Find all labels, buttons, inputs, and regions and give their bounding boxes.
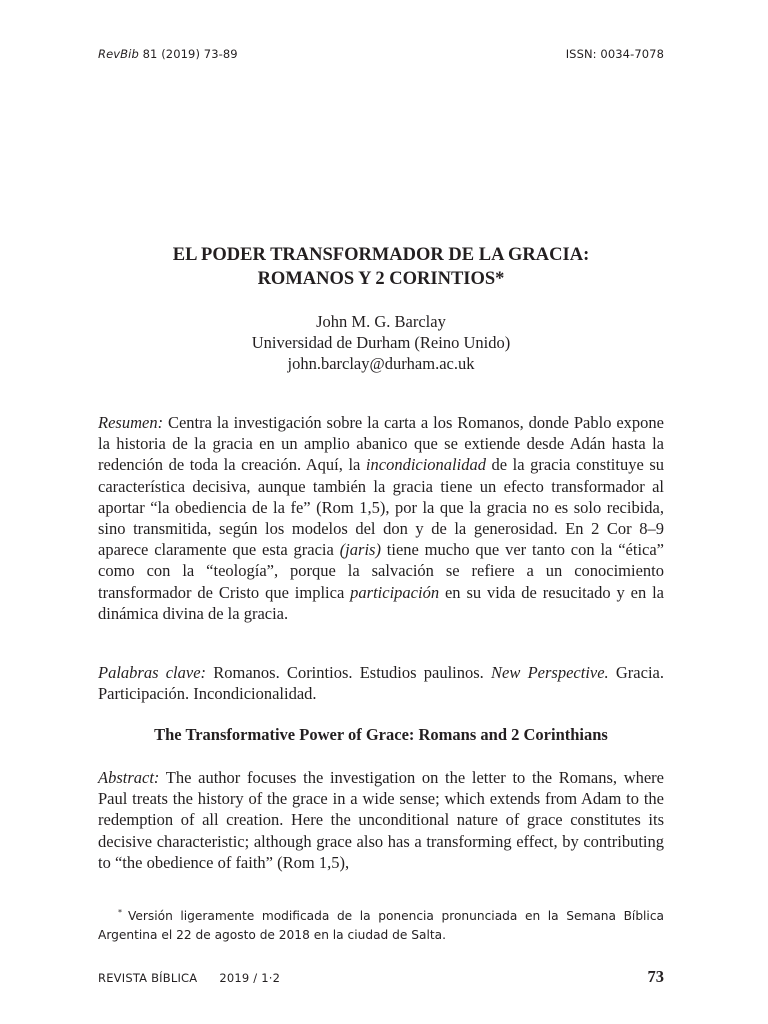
article-title xyxy=(98,243,664,291)
keywords-label: Palabras clave: xyxy=(98,663,207,682)
abstract-es-text-3: tiene mucho que ver tanto con la “ética” como con la “teología”, porque la salvación se refiere a un conocimiento transformador de Cristo que implica xyxy=(98,540,664,602)
abstract-es-text-4: en su vida de resucitado y en la dinámica divina de la gracia. xyxy=(98,582,665,623)
title-line-2: ROMANOS Y 2 CORINTIOS* xyxy=(257,269,505,289)
abstract-es-text-2: de la gracia constituye su característica decisiva, aunque también la gracia tiene un efecto transformador al aportar “la obediencia de la fe” (Rom 1,5), por la que la gracia no es solo recibida, sino transmitida, según los modelos del don y de la generosidad. En 2 Cor 8–9 aparece claramente que esta gracia xyxy=(98,455,664,560)
footnote-text: Versión ligeramente modificada de la ponencia pronunciada en la Semana Bíblica Argentina el 22 de agosto de 2018 en la ciudad de Salta. xyxy=(98,909,664,943)
author-name: John M. G. Barclay xyxy=(316,312,446,331)
abstract-es-italic-2: (jaris) xyxy=(339,540,381,560)
author-email: john.barclay@durham.ac.uk xyxy=(287,354,475,373)
keywords-text-1: Romanos. Corintios. Estudios paulinos. xyxy=(206,663,492,682)
footer-issue: 2019 / 1·2 xyxy=(219,971,281,985)
footnote-marker: * xyxy=(118,908,122,917)
issn: ISSN: 0034-7078 xyxy=(565,47,664,61)
english-title: The Transformative Power of Grace: Romans and 2 Corinthians xyxy=(154,725,608,744)
author-block xyxy=(98,311,664,374)
running-header xyxy=(98,47,664,61)
title-line-1: EL PODER TRANSFORMADOR DE LA GRACIA: xyxy=(172,245,590,265)
page-number: 73 xyxy=(647,967,664,986)
footnote xyxy=(98,903,664,945)
journal-abbrev: RevBib xyxy=(98,47,139,61)
abstract-en-text: The author focuses the investigation on the letter to the Romans, where Paul treats the history of the grace in a wide sense; which extends from Adam to the redemption of all creation. Here the unconditional nature of grace constitutes its decisive characteristic; although grace also has a transforming effect, by contributing to “the obedience of faith” (Rom 1,5), xyxy=(98,768,664,872)
footer-journal-info xyxy=(98,971,280,985)
keywords-italic: New Perspective. xyxy=(491,663,609,682)
footer-journal: REVISTA BÍBLICA xyxy=(98,971,198,985)
author-affiliation: Universidad de Durham (Reino Unido) xyxy=(251,333,511,352)
page-footer xyxy=(98,967,664,987)
journal-citation xyxy=(98,47,238,61)
abstract-es-text-1: Centra la investigación sobre la carta a los Romanos, donde Pablo expone la historia de la gracia en un amplio abanico que se extiende desde Adán hasta la redención de toda la creación. Aquí, la xyxy=(98,413,664,475)
abstract-en-label: Abstract: xyxy=(98,768,160,787)
keywords xyxy=(98,662,664,704)
abstract-english xyxy=(98,767,664,873)
abstract-es-italic-1: incondicionalidad xyxy=(365,455,486,475)
keywords-text-2: Gracia. Participación. Incondicionalidad. xyxy=(98,663,664,704)
abstract-es-label: Resumen: xyxy=(98,413,164,432)
abstract-spanish xyxy=(98,412,664,624)
abstract-es-italic-3: participación xyxy=(350,582,440,602)
volume-pages: 81 (2019) 73-89 xyxy=(142,47,238,61)
